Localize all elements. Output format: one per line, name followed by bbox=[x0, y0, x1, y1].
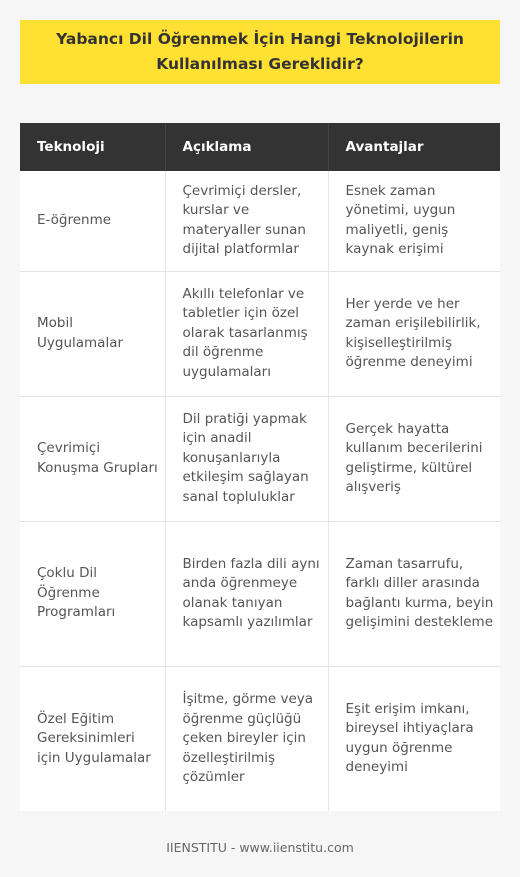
cell-technology: Çoklu Dil Öğrenme Programları bbox=[20, 521, 165, 666]
cell-advantages: Zaman tasarrufu, farklı diller arasında bağlantı kurma, beyin gelişimini destekleme bbox=[328, 521, 500, 666]
title-banner bbox=[20, 20, 500, 84]
cell-description: Akıllı telefonlar ve tabletler için özel olarak tasarlanmış dil öğrenme uygulamaları bbox=[165, 271, 328, 396]
table-row bbox=[20, 171, 500, 271]
cell-description: Çevrimiçi dersler, kurslar ve materyaller sunan dijital platformlar bbox=[165, 171, 328, 271]
header-technology: Teknoloji bbox=[20, 123, 165, 171]
cell-technology: Özel Eğitim Gereksinimleri için Uygulamalar bbox=[37, 710, 151, 766]
footer-credit: IIENSTITU - www.iienstitu.com bbox=[166, 840, 354, 855]
table-row bbox=[20, 396, 500, 521]
table-row bbox=[20, 521, 500, 666]
table-row bbox=[20, 666, 500, 811]
header-advantages: Avantajlar bbox=[328, 123, 500, 171]
table-row bbox=[20, 271, 500, 396]
cell-technology: E-öğrenme bbox=[20, 171, 165, 271]
cell-advantages: Esnek zaman yönetimi, uygun maliyetli, geniş kaynak erişimi bbox=[328, 171, 500, 271]
header-description: Açıklama bbox=[165, 123, 328, 171]
technology-table bbox=[20, 123, 500, 811]
cell-advantages: Gerçek hayatta kullanım becerilerini geliştirme, kültürel alışveriş bbox=[328, 396, 500, 521]
cell-description: Dil pratiği yapmak için anadil konuşanlarıyla etkileşim sağlayan sanal topluluklar bbox=[165, 396, 328, 521]
cell-technology: Mobil Uygulamalar bbox=[20, 271, 165, 396]
cell-advantages: Her yerde ve her zaman erişilebilirlik, kişiselleştirilmiş öğrenme deneyimi bbox=[328, 271, 500, 396]
table-header-row bbox=[20, 123, 500, 171]
page-title: Yabancı Dil Öğrenmek İçin Hangi Teknolojilerin Kullanılması Gereklidir? bbox=[56, 30, 464, 73]
cell-technology: Çevrimiçi Konuşma Grupları bbox=[20, 396, 165, 521]
cell-description: İşitme, görme veya öğrenme güçlüğü çeken bireyler için özelleştirilmiş çözümler bbox=[165, 666, 328, 811]
cell-description: Birden fazla dili aynı anda öğrenmeye olanak tanıyan kapsamlı yazılımlar bbox=[165, 521, 328, 666]
cell-advantages: Eşit erişim imkanı, bireysel ihtiyaçlara uygun öğrenme deneyimi bbox=[328, 666, 500, 811]
